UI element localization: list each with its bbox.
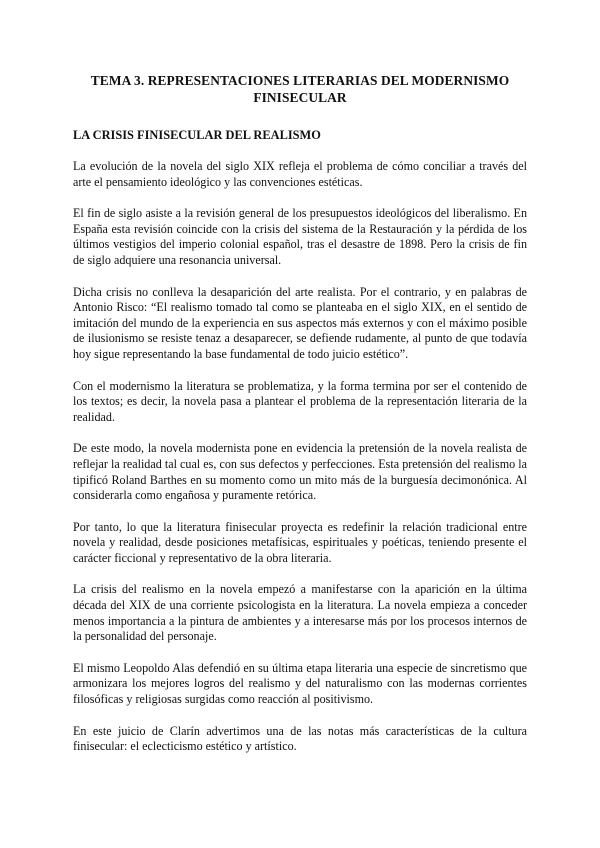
document-page (73, 72, 527, 771)
paragraph-8: El mismo Leopoldo Alas defendió en su última etapa literaria una especie de sincretismo que armonizara los mejores logros del realismo y del naturalismo con las modernas corrientes filosóficas y religiosas surgidas como reacción al positivismo. (73, 660, 527, 707)
paragraph-7: La crisis del realismo en la novela empezó a manifestarse con la aparición en la última década del XIX de una corriente psicologista en la literatura. La novela empieza a conceder menos importancia a la pintura de ambientes y a interesarse más por los procesos internos de la personalidad del personaje. (73, 582, 527, 644)
paragraph-4: Con el modernismo la literatura se problematiza, y la forma termina por ser el contenido de los textos; es decir, la novela pasa a plantear el problema de la representación literaria de la realidad. (73, 378, 527, 424)
section-heading: LA CRISIS FINISECULAR DEL REALISMO (73, 128, 321, 142)
paragraph-3: Dicha crisis no conlleva la desaparición del arte realista. Por el contrario, y en palabras de Antonio Risco: “El realismo tomado tal como se planteaba en el siglo XIX, en el sentido de imitación del mundo de la experiencia en sus aspectos más externos y con el máximo posible de ilusionismo se resiste tenaz a desaparecer, se defiende rudamente, al punto de que todavía hoy sigue representando la base fundamental de todo juicio estético”. (73, 284, 527, 361)
document-title: TEMA 3. REPRESENTACIONES LITERARIAS DEL MODERNISMO FINISECULAR (90, 73, 510, 105)
paragraph-1: La evolución de la novela del siglo XIX refleja el problema de cómo conciliar a través del arte el pensamiento ideológico y las convenciones estéticas. (73, 159, 527, 189)
paragraph-2: El fin de siglo asiste a la revisión general de los presupuestos ideológicos del liberalismo. En España esta revisión coincide con la crisis del sistema de la Restauración y la pérdida de los últimos vestigios del imperio colonial español, tras el desastre de 1898. Pero la crisis de fin de siglo adquiere una resonancia universal. (73, 206, 527, 267)
paragraph-5: De este modo, la novela modernista pone en evidencia la pretensión de la novela realista de reflejar la realidad tal cual es, con sus defectos y perfecciones. Esta pretensión del realismo la tipificó Roland Barthes en su momento como un mito más de la burguesía decimonónica. Al considerarla como engañosa y puramente retórica. (73, 441, 527, 503)
paragraph-6: Por tanto, lo que la literatura finisecular proyecta es redefinir la relación tradicional entre novela y realidad, desde posiciones metafísicas, espirituales y poéticas, teniendo presente el carácter ficcional y representativo de la obra literaria. (73, 519, 527, 565)
paragraph-9: En este juicio de Clarín advertimos una de las notas más características de la cultura finisecular: el eclecticismo estético y artístico. (73, 723, 527, 754)
